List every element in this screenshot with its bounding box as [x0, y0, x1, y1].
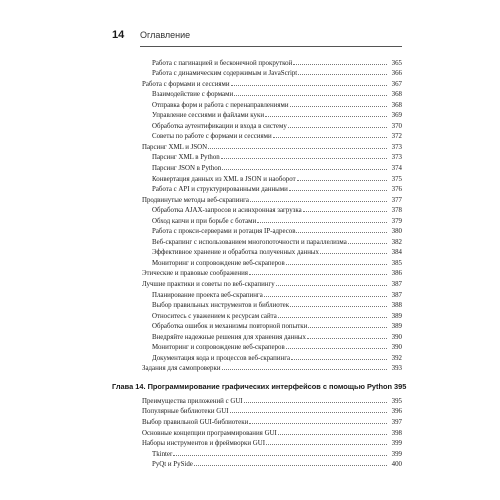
page-number: 14: [112, 29, 125, 41]
toc-entry-page: 392: [391, 354, 402, 362]
dot-leader: [288, 121, 387, 128]
toc-entry-title: Планирование проекта веб-скрапинга: [152, 291, 263, 299]
toc-entry: [112, 68, 402, 79]
toc-entry: [112, 258, 402, 269]
toc-entry-page: 390: [391, 333, 402, 341]
toc-entry-title: Работа с API и структурированными данными: [152, 186, 288, 194]
toc-entry-title: Конвертация данных из XML в JSON и наоборот: [152, 175, 296, 183]
toc-entry: [112, 205, 402, 216]
chapter-heading: [112, 379, 407, 394]
dot-leader: [257, 216, 387, 223]
toc-entry: [112, 428, 402, 439]
dot-leader: [222, 363, 387, 370]
toc-entry: [112, 363, 402, 374]
toc-entry-page: 393: [391, 365, 402, 373]
toc-entry-page: 399: [391, 440, 402, 448]
toc-entry-page: 368: [391, 101, 402, 109]
dot-leader: [290, 300, 387, 307]
toc-entry-page: 400: [391, 461, 402, 469]
toc-entry-page: 369: [391, 112, 402, 120]
toc-entry-page: 378: [391, 207, 402, 215]
toc-entry: [112, 226, 402, 237]
toc-entry: [112, 163, 402, 174]
running-title: Оглавление: [140, 30, 191, 40]
toc-entry: [112, 449, 402, 460]
toc-entry-page: 387: [391, 280, 402, 288]
toc-entry-page: 367: [391, 80, 402, 88]
toc-entry-title: Управление сессиями и файлами куки: [152, 112, 265, 120]
toc-entry: [112, 131, 402, 142]
toc-entry-page: 389: [391, 312, 402, 320]
toc-entry-title: Продвинутые методы веб-скрапинга: [142, 196, 249, 204]
toc-entry: [112, 100, 402, 111]
dot-leader: [297, 174, 387, 181]
toc-entry-title: Работа с динамическим содержимым и JavaScript: [152, 70, 298, 78]
dot-leader: [221, 152, 387, 159]
toc-entry-page: 398: [391, 429, 402, 437]
toc-entry-page: 372: [391, 133, 402, 141]
dot-leader: [303, 205, 387, 212]
dot-leader: [320, 247, 387, 254]
toc-entry-title: Обход капчи и при борьбе с ботами: [152, 217, 257, 225]
toc-entry: [112, 58, 402, 69]
toc-entry-title: Отправка форм и работа с перенаправлениями: [152, 101, 289, 109]
dot-leader: [249, 417, 387, 424]
dot-leader: [296, 226, 387, 233]
toc-entry-page: 373: [391, 143, 402, 151]
toc-entry-page: 395: [391, 397, 402, 405]
dot-leader: [222, 163, 387, 170]
toc-entry: [112, 152, 402, 163]
toc-entry-title: Мониторинг и сопровождение веб-скраперов: [152, 344, 285, 352]
dot-leader: [307, 332, 387, 339]
chapter-page: 395: [394, 381, 407, 391]
toc-entry-title: Эффективное хранение и обработка полученных данных: [152, 249, 319, 257]
dot-leader: [173, 449, 387, 456]
toc-entry-title: Веб-скрапинг с использованием многопоточности и параллелизма: [152, 238, 347, 246]
toc-entry-page: 377: [391, 196, 402, 204]
dot-leader: [348, 237, 387, 244]
toc-entry-page: 386: [391, 270, 402, 278]
toc-entry-page: 365: [391, 59, 402, 67]
dot-leader: [293, 58, 387, 65]
toc-entry: [112, 290, 402, 301]
toc-entry-page: 376: [391, 186, 402, 194]
toc-entry-title: Работа с формами и сессиями: [142, 80, 230, 88]
toc-entry-title: Советы по работе с формами и сессиями: [152, 133, 272, 141]
toc-entry-page: 397: [391, 419, 402, 426]
toc-entry: [112, 332, 402, 343]
dot-leader: [244, 396, 387, 403]
toc-entry-title: Внедряйте надежные решения для хранения данных: [152, 333, 306, 341]
chapter-title: Глава 14. Программирование графических интерфейсов с помощью Python: [112, 381, 392, 391]
toc-entry-title: Парсинг XML в Python: [152, 154, 220, 162]
toc-entry-title: Популярные библиотеки GUI: [142, 408, 229, 416]
dot-leader: [265, 110, 387, 117]
dot-leader: [266, 438, 387, 445]
toc-entry: [112, 438, 402, 449]
toc-entry-page: 385: [391, 259, 402, 267]
toc-entry-title: Обработка ошибок и механизмы повторной попытки: [152, 323, 308, 331]
toc-entry-title: Наборы инструментов и фреймворки GUI: [142, 440, 265, 448]
dot-leader: [291, 353, 387, 360]
toc-entry-title: Мониторинг и сопровождение веб-скраперов: [152, 259, 285, 267]
toc-entry-title: Обработка аутентификации и входа в систему: [152, 122, 287, 130]
dot-leader: [278, 428, 387, 435]
toc-entry: [112, 142, 402, 153]
toc-entry-page: 370: [391, 122, 402, 130]
dot-leader: [230, 406, 388, 413]
toc-entry-title: Обработка AJAX-запросов и асинхронная загрузка: [152, 207, 302, 215]
toc-section-14: [112, 396, 402, 470]
dot-leader: [298, 68, 387, 75]
toc-entry-title: Tkinter: [152, 450, 173, 458]
dot-leader: [249, 268, 387, 275]
toc-entry-page: 389: [391, 323, 402, 331]
toc-entry-title: Парсинг JSON в Python: [152, 164, 222, 172]
toc-entry-title: Основные концепции программирования GUI: [142, 429, 277, 437]
toc-entry: [112, 311, 402, 322]
toc-entry: [112, 396, 402, 407]
dot-leader: [276, 279, 387, 286]
toc-entry-page: 373: [391, 154, 402, 162]
toc-entry-title: Относитесь с уважением к ресурсам сайта: [152, 312, 277, 320]
toc-entry-page: 379: [391, 217, 402, 225]
dot-leader: [290, 100, 387, 107]
toc-entry: [112, 89, 402, 100]
table-of-contents: [112, 58, 407, 470]
toc-entry: [112, 321, 402, 332]
toc-entry-page: 384: [391, 249, 402, 257]
toc-entry-page: 368: [391, 91, 402, 99]
toc-entry-page: 380: [391, 228, 402, 236]
toc-entry: [112, 353, 402, 364]
toc-entry-page: 387: [391, 291, 402, 299]
toc-entry: [112, 184, 402, 195]
toc-entry: [112, 174, 402, 185]
dot-leader: [231, 79, 387, 86]
toc-entry-title: Работа с прокси-серверами и ротация IP-адресов: [152, 228, 296, 236]
toc-entry-page: 390: [391, 344, 402, 352]
toc-entry: [112, 79, 402, 90]
dot-leader: [234, 89, 387, 96]
toc-entry: [112, 121, 402, 132]
toc-entry: [112, 195, 402, 206]
toc-entry-page: 366: [391, 70, 402, 78]
toc-entry-title: Выбор правильной GUI-библиотеки: [142, 419, 249, 426]
toc-entry-page: 399: [391, 450, 402, 458]
toc-entry: [112, 247, 402, 258]
toc-entry: [112, 417, 402, 428]
toc-entry-page: 388: [391, 302, 402, 310]
dot-leader: [289, 184, 387, 191]
dot-leader: [194, 459, 387, 466]
toc-entry-title: Этические и правовые соображения: [142, 270, 248, 278]
toc-entry: [112, 237, 402, 248]
dot-leader: [208, 142, 387, 149]
toc-entry-title: Парсинг XML и JSON: [142, 143, 208, 151]
dot-leader: [308, 321, 387, 328]
dot-leader: [273, 131, 387, 138]
toc-entry-page: 396: [391, 408, 402, 416]
toc-entry: [112, 268, 402, 279]
dot-leader: [264, 290, 387, 297]
dot-leader: [250, 195, 387, 202]
toc-entry-title: Взаимодействие с формами: [152, 91, 234, 99]
toc-entry-title: PyQt и PySide: [152, 461, 193, 469]
toc-entry: [112, 459, 402, 470]
toc-entry: [112, 406, 402, 417]
dot-leader: [286, 342, 387, 349]
header-rule: [140, 46, 402, 47]
toc-entry-page: 374: [391, 164, 402, 172]
toc-entry-title: Лучшие практики и советы по веб-скрапингу: [142, 280, 275, 288]
toc-entry-title: Выбор правильных инструментов и библиотек: [152, 302, 290, 310]
toc-entry: [112, 342, 402, 353]
toc-section-13: [112, 58, 402, 374]
dot-leader: [278, 311, 387, 318]
toc-entry-title: Документация кода и процессов веб-скрапинга: [152, 354, 291, 362]
toc-entry: [112, 216, 402, 227]
toc-entry-page: 375: [391, 175, 402, 183]
toc-entry-title: Задания для самопроверки: [142, 365, 221, 373]
page-header: [112, 28, 402, 42]
toc-entry: [112, 110, 402, 121]
toc-entry-title: Работа с пагинацией и бесконечной прокруткой: [152, 59, 293, 67]
toc-entry: [112, 300, 402, 311]
toc-entry-title: Преимущества приложений с GUI: [142, 397, 243, 405]
toc-entry-page: 382: [391, 238, 402, 246]
toc-entry: [112, 279, 402, 290]
dot-leader: [286, 258, 387, 265]
